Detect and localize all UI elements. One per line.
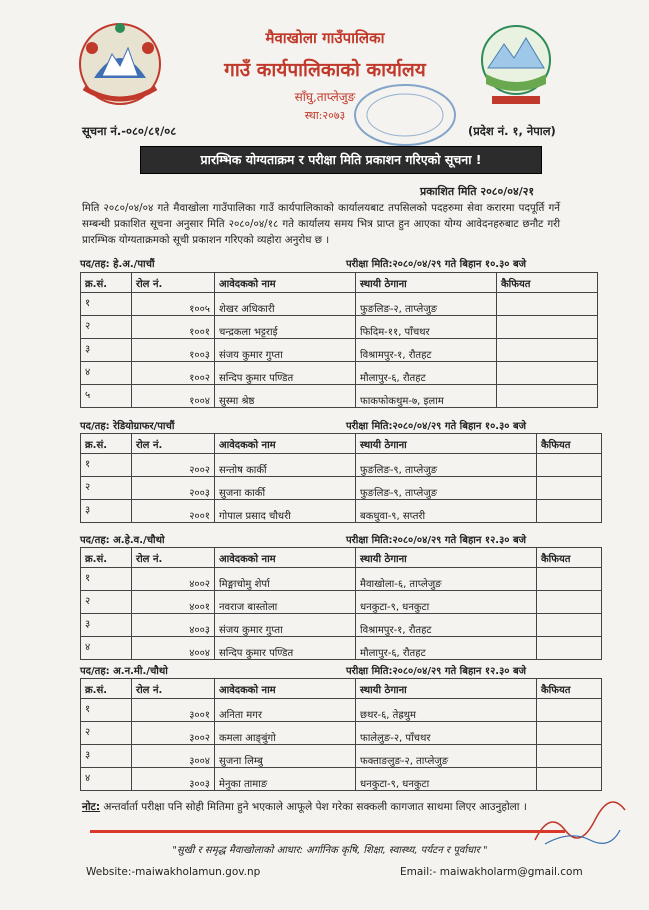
cell-name: सन्दिप कुमार पण्डित [215, 637, 356, 660]
cell-name: संजय कुमार गुप्ता [215, 614, 356, 637]
cell-remarks [497, 339, 598, 362]
cell-name: चन्द्रकला भट्टराई [215, 316, 356, 339]
column-header: स्थायी ठेगाना [356, 434, 537, 454]
cell-name: सुस्मा श्रेष्ठ [215, 385, 356, 408]
cell-address: फुङलिङ-२, ताप्लेजुङ [356, 293, 497, 316]
cell-remarks [537, 699, 602, 722]
column-header: क्र.सं. [81, 548, 132, 568]
cell-roll: १००३ [132, 339, 215, 362]
cell-remarks [497, 316, 598, 339]
cell-name: मिङ्माचोमु शेर्पा [215, 568, 356, 591]
cell-name: सन्तोष कार्की [215, 454, 356, 477]
website-link[interactable]: Website:-maiwakholamun.gov.np [86, 866, 261, 878]
cell-roll: १००२ [132, 362, 215, 385]
cell-remarks [537, 568, 602, 591]
column-header: क्र.सं. [81, 679, 132, 699]
notice-body: मिति २०८०/०४/०४ गते मैवाखोला गाउँपालिका गाउँ कार्यपालिकाको कार्यालयबाट तपसिलको पदहरुमा सेवा करारमा पदपूर्ति गर्ने सम्बन्धी प्रकाशित सूचना अनुसार मिति २०८०/०४/१८ गते कार्यालय समय भित्र प्राप्त हुन आएका योग्य आवेदनहरुबाट छनौट गरी प्रारम्भिक योग्यताक्रमको सूची प्रकाशन गरिएको व्यहोरा अनुरोध छ । [82, 202, 560, 246]
cell-sn: ३ [81, 745, 132, 768]
cell-remarks [537, 722, 602, 745]
cell-sn: २ [81, 591, 132, 614]
cell-sn: १ [81, 454, 132, 477]
table-header-row [81, 548, 602, 568]
cell-sn: २ [81, 477, 132, 500]
post-label: पद/तह: हे.अ./पाचौं [80, 259, 155, 270]
column-header: आवेदकको नाम [215, 273, 356, 293]
cell-roll: ३००३ [132, 768, 215, 791]
cell-remarks [537, 768, 602, 791]
cell-name: सन्दिप कुमार पण्डित [215, 362, 356, 385]
table-row [81, 339, 598, 362]
cell-roll: ४००२ [132, 568, 215, 591]
cell-sn: ४ [81, 768, 132, 791]
table-header-row [81, 679, 602, 699]
cell-remarks [497, 362, 598, 385]
cell-name: अनिता मगर [215, 699, 356, 722]
table-row [81, 477, 602, 500]
column-header: कैफियत [537, 434, 602, 454]
cell-address: फुङलिङ-९, ताप्लेजुङ [356, 454, 537, 477]
cell-roll: २००१ [132, 500, 215, 523]
table-row [81, 385, 598, 408]
notice-title: प्रारम्भिक योग्यताक्रम र परीक्षा मिति प्रकाशन गरिएको सूचना ! [140, 146, 542, 174]
cell-remarks [497, 293, 598, 316]
note [82, 800, 527, 814]
nepal-emblem-icon [72, 18, 168, 110]
cell-sn: ३ [81, 339, 132, 362]
cell-remarks [537, 454, 602, 477]
exam-date: परीक्षा मिति:२०८०/०४/२९ गते बिहान १०.३० बजे [346, 259, 527, 270]
cell-sn: ४ [81, 362, 132, 385]
cell-sn: १ [81, 699, 132, 722]
post-label: पद/तह: अ.हे.व./चौथो [80, 535, 165, 546]
cell-remarks [537, 745, 602, 768]
table-row [81, 637, 602, 660]
cell-sn: ५ [81, 385, 132, 408]
cell-address: फुङलिङ-९, ताप्लेजुङ [356, 477, 537, 500]
column-header: आवेदकको नाम [215, 548, 356, 568]
cell-remarks [537, 614, 602, 637]
cell-roll: २००३ [132, 477, 215, 500]
cell-roll: १००५ [132, 293, 215, 316]
office-stamp-icon [350, 80, 460, 150]
candidate-table [80, 272, 598, 408]
table-row [81, 316, 598, 339]
column-header: कैफियत [537, 548, 602, 568]
column-header: कैफियत [497, 273, 598, 293]
cell-address: मौलापुर-६, रौतहट [356, 362, 497, 385]
cell-sn: २ [81, 722, 132, 745]
cell-roll: ३००२ [132, 722, 215, 745]
established-year: स्था:२०७३ [304, 109, 346, 122]
note-text: अन्तर्वार्ता परीक्षा पनि सोही मितिमा हुने भएकाले आफूले पेश गरेका सक्कली कागजात साथमा लिएर आउनुहोला । [100, 801, 527, 813]
cell-name: संजय कुमार गुप्ता [215, 339, 356, 362]
published-date: प्रकाशित मिति २०८०/०४/२१ [420, 185, 535, 198]
slogan: "सुखी र समृद्ध मैवाखोलाको आधार: अर्गानिक कृषि, शिक्षा, स्वास्थ्य, पर्यटन र पूर्वाधार " [172, 845, 488, 856]
cell-address: बकधुवा-९, सप्तरी [356, 500, 537, 523]
cell-remarks [497, 385, 598, 408]
cell-address: फाकफोकथुम-७, इलाम [356, 385, 497, 408]
cell-sn: ३ [81, 614, 132, 637]
column-header: कैफियत [537, 679, 602, 699]
column-header: स्थायी ठेगाना [356, 679, 537, 699]
cell-address: मौलापुर-६, रौतहट [356, 637, 537, 660]
cell-roll: २००२ [132, 454, 215, 477]
column-header: रोल नं. [132, 434, 215, 454]
table-row [81, 500, 602, 523]
table-row [81, 293, 598, 316]
cell-address: धनकुटा-९, धनकुटा [356, 768, 537, 791]
column-header: रोल नं. [132, 273, 215, 293]
table-row [81, 745, 602, 768]
table-row [81, 454, 602, 477]
cell-remarks [537, 591, 602, 614]
cell-address: धनकुटा-९, धनकुटा [356, 591, 537, 614]
cell-address: मैवाखोला-६, ताप्लेजुङ [356, 568, 537, 591]
table-header-row [81, 434, 602, 454]
cell-name: शेखर अधिकारी [215, 293, 356, 316]
note-label: नोट: [82, 801, 101, 813]
cell-remarks [537, 637, 602, 660]
cell-name: नवराज बास्तोला [215, 591, 356, 614]
office-address: साँघु,ताप्लेजुङ [294, 90, 356, 104]
cell-address: फिदिम-११, पाँचथर [356, 316, 497, 339]
column-header: रोल नं. [132, 548, 215, 568]
email-link[interactable]: Email:- maiwakholarm@gmail.com [400, 866, 583, 878]
column-header: क्र.सं. [81, 273, 132, 293]
cell-sn: २ [81, 316, 132, 339]
table-row [81, 722, 602, 745]
cell-name: कमला आङ्बुंगो [215, 722, 356, 745]
office-name: गाउँ कार्यपालिकाको कार्यालय [224, 59, 426, 81]
cell-name: गोपाल प्रसाद चौधरी [215, 500, 356, 523]
cell-address: विश्रामपुर-१, रौतहट [356, 339, 497, 362]
cell-address: विश्रामपुर-१, रौतहट [356, 614, 537, 637]
column-header: आवेदकको नाम [215, 679, 356, 699]
table-row [81, 362, 598, 385]
candidate-table [80, 547, 602, 660]
table-row [81, 591, 602, 614]
cell-roll: १००४ [132, 385, 215, 408]
column-header: स्थायी ठेगाना [356, 273, 497, 293]
table-row [81, 614, 602, 637]
cell-sn: ४ [81, 637, 132, 660]
cell-roll: ३००४ [132, 745, 215, 768]
cell-address: छथर-६, तेह्रथुम [356, 699, 537, 722]
cell-remarks [537, 500, 602, 523]
cell-name: मेनुका तामाङ [215, 768, 356, 791]
table-row [81, 699, 602, 722]
cell-roll: ३००१ [132, 699, 215, 722]
cell-roll: ४००३ [132, 614, 215, 637]
cell-roll: ४००४ [132, 637, 215, 660]
notice-number: सूचना नं.-०८०/८१/०८ [82, 124, 177, 138]
cell-sn: ३ [81, 500, 132, 523]
table-row [81, 768, 602, 791]
exam-date: परीक्षा मिति:२०८०/०४/२९ गते बिहान १०.३० बजे [346, 421, 527, 432]
exam-date: परीक्षा मिति:२०८०/०४/२९ गते बिहान १२.३० बजे [346, 535, 527, 546]
cell-name: सुजना कार्की [215, 477, 356, 500]
table-header-row [81, 273, 598, 293]
column-header: क्र.सं. [81, 434, 132, 454]
cell-address: फालेलुङ-२, पाँचथर [356, 722, 537, 745]
exam-date: परीक्षा मिति:२०८०/०४/२९ गते बिहान १२.३० बजे [346, 666, 527, 677]
candidate-table [80, 433, 602, 523]
footer-divider [90, 830, 565, 833]
cell-roll: ४००१ [132, 591, 215, 614]
cell-address: फक्ताङलुङ-२, ताप्लेजुङ [356, 745, 537, 768]
column-header: रोल नं. [132, 679, 215, 699]
province-label: (प्रदेश नं. १, नेपाल) [468, 124, 556, 138]
column-header: स्थायी ठेगाना [356, 548, 537, 568]
post-label: पद/तह: रेडियोग्राफर/पाचौं [80, 421, 175, 432]
post-label: पद/तह: अ.न.मी./चौथो [80, 666, 168, 677]
table-row [81, 568, 602, 591]
municipality-name: मैवाखोला गाउँपालिका [265, 29, 385, 47]
cell-sn: १ [81, 568, 132, 591]
cell-roll: १००१ [132, 316, 215, 339]
cell-remarks [537, 477, 602, 500]
column-header: आवेदकको नाम [215, 434, 356, 454]
cell-name: सुजना लिम्बु [215, 745, 356, 768]
candidate-table [80, 678, 602, 791]
cell-sn: १ [81, 293, 132, 316]
